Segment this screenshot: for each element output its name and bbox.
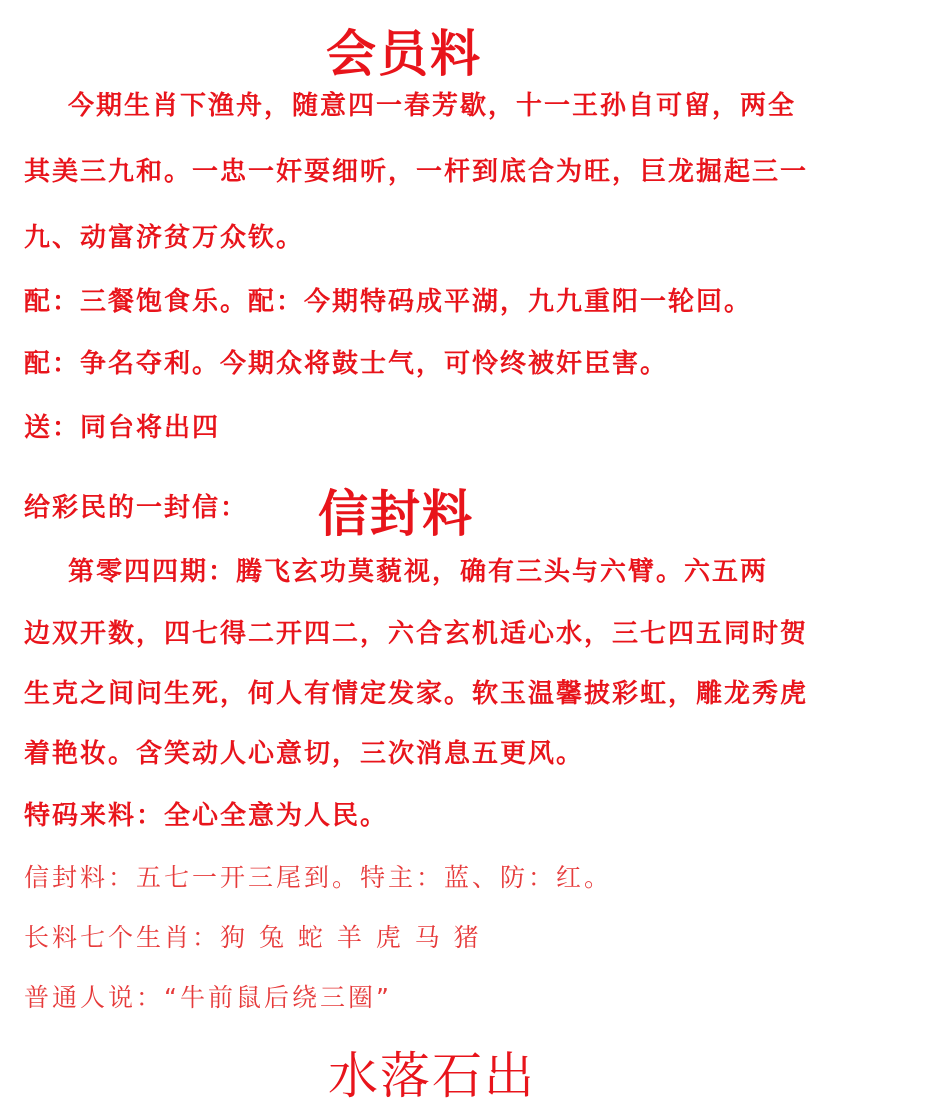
footer-title: 水落石出 <box>328 1047 536 1105</box>
letter-poem-line-2: 边双开数，四七得二开四二，六合玄机适心水，三七四五同时贺 <box>24 619 809 649</box>
letter-special: 特码来料：全心全意为人民。 <box>24 801 389 831</box>
member-poem-line-3: 九、动富济贫万众钦。 <box>24 223 305 253</box>
member-title: 会员料 <box>326 24 482 83</box>
letter-poem-line-3: 生克之间问生死，何人有情定发家。软玉温馨披彩虹，雕龙秀虎 <box>24 679 809 709</box>
member-poem-line-1: 今期生肖下渔舟，随意四一春芳歇，十一王孙自可留，两全 <box>68 91 797 121</box>
member-poem-line-2: 其美三九和。一忠一奸耍细听，一杆到底合为旺，巨龙掘起三一 <box>24 157 809 187</box>
letter-seven-zodiacs: 长料七个生肖：狗 兔 蛇 羊 虎 马 猪 <box>24 923 482 952</box>
member-pair-2: 配：争名夺利。今期众将鼓士气，可怜终被奸臣害。 <box>24 349 669 379</box>
member-pair-1: 配：三餐饱食乐。配：今期特码成平湖，九九重阳一轮回。 <box>24 287 753 317</box>
letter-poem-line-1: 第零四四期：腾飞玄功莫藐视，确有三头与六臂。六五两 <box>68 557 769 587</box>
member-send: 送：同台将出四 <box>24 413 221 443</box>
letter-intro: 给彩民的一封信： <box>24 493 249 523</box>
letter-title: 信封料 <box>318 484 474 543</box>
letter-saying: 普通人说：“牛前鼠后绕三圈” <box>24 983 392 1012</box>
letter-poem-line-4: 着艳妆。含笑动人心意切，三次消息五更风。 <box>24 739 585 769</box>
letter-envelope: 信封料：五七一开三尾到。特主：蓝、防：红。 <box>24 863 613 892</box>
